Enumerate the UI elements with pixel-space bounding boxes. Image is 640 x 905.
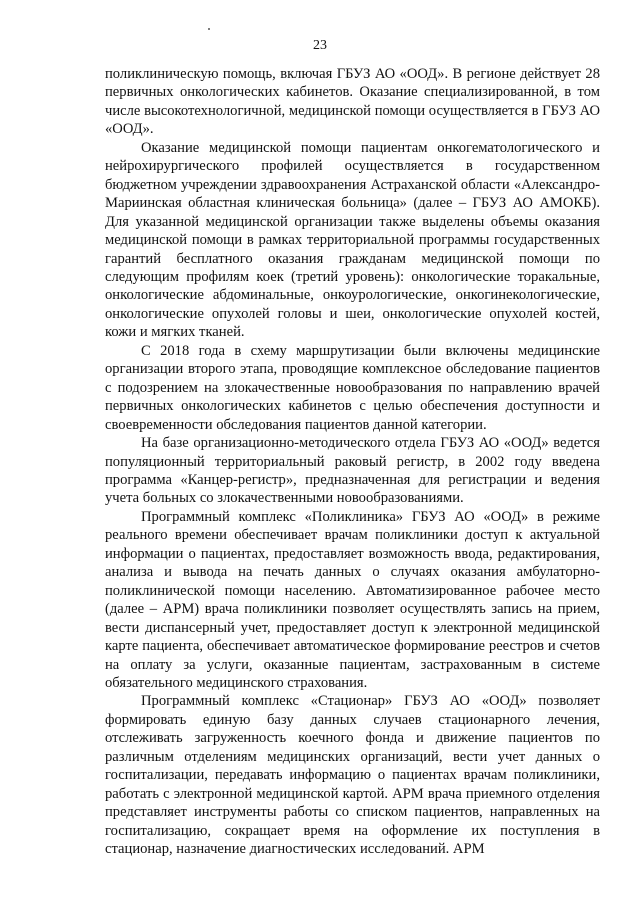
paragraph-hospital-system: Программный комплекс «Стационар» ГБУЗ АО «ООД» позволяет формировать единую базу данных случаев стационарного лечения, отслеживать загруженность коечного фонда и движение пациентов по различным отделениям медицинских организаций, вести учет данных о госпитализации, передавать информацию о пациентах врачам поликлиники, работать с электронной медицинской картой. АРМ врача приемного отделения представляет инструменты работы со списком пациентов, направленных на госпитализацию, сокращает время на оформление их поступления в стационар, назначение диагностических исследований. АРМ: [105, 693, 600, 858]
paragraph-oncohematology: Оказание медицинской помощи пациентам онкогематологического и нейрохирургического профилей осуществляется в государственном бюджетном учреждении здравоохранения Астраханской области «Александро-Мариинская областная клиническая больница» (далее – ГБУЗ АО АМОКБ). Для указанной медицинской организации также выделены объемы оказания медицинской помощи в рамках территориальной программы государственных гарантий бесплатного оказания гражданам медицинской помощи по следующим профилям коек (третий уровень): онкологические торакальные, онкологические абдоминальные, онкоурологические, онкогинекологические, онкологические опухолей головы и шеи, онкологические опухолей костей, кожи и мягких тканей.: [105, 139, 600, 341]
page-number: 23: [313, 38, 327, 53]
paragraph-continued: поликлиническую помощь, включая ГБУЗ АО «ООД». В регионе действует 28 первичных онкологических кабинетов. Оказание специализированной, в том числе высокотехнологичной, медицинской помощи осуществляется в ГБУЗ АО «ООД».: [105, 66, 600, 138]
paragraph-polyclinic-system: Программный комплекс «Поликлиника» ГБУЗ АО «ООД» в режиме реального времени обеспечивает врачам поликлиники доступ к актуальной информации о пациентах, предоставляет возможность ввода, редактирования, анализа и вывода на печать данных о случаях оказания амбулаторно-поликлинической помощи населению. Автоматизированное рабочее место (далее – АРМ) врача поликлиники позволяет осуществлять запись на прием, вести диспансерный учет, предоставляет доступ к электронной медицинской карте пациента, обеспечивает автоматическое формирование реестров и счетов на оплату за услуги, оказанные пациентам, застрахованным в системе обязательного медицинского страхования.: [105, 508, 600, 691]
paragraph-routing-2018: С 2018 года в схему маршрутизации были включены медицинские организации второго этапа, проводящие комплексное обследование пациентов с подозрением на злокачественные новообразования по направлению врачей первичных онкологических кабинетов с целью обеспечения доступности и своевременности обследования пациентов данной категории.: [105, 342, 600, 433]
scan-speck: [208, 28, 210, 30]
document-body: [105, 65, 600, 858]
paragraph-cancer-registry: На базе организационно-методического отдела ГБУЗ АО «ООД» ведется популяционный территориальный раковый регистр, в 2002 году введена программа «Канцер-регистр», предназначенная для регистрации и ведения учета больных со злокачественными новообразованиями.: [105, 435, 600, 507]
